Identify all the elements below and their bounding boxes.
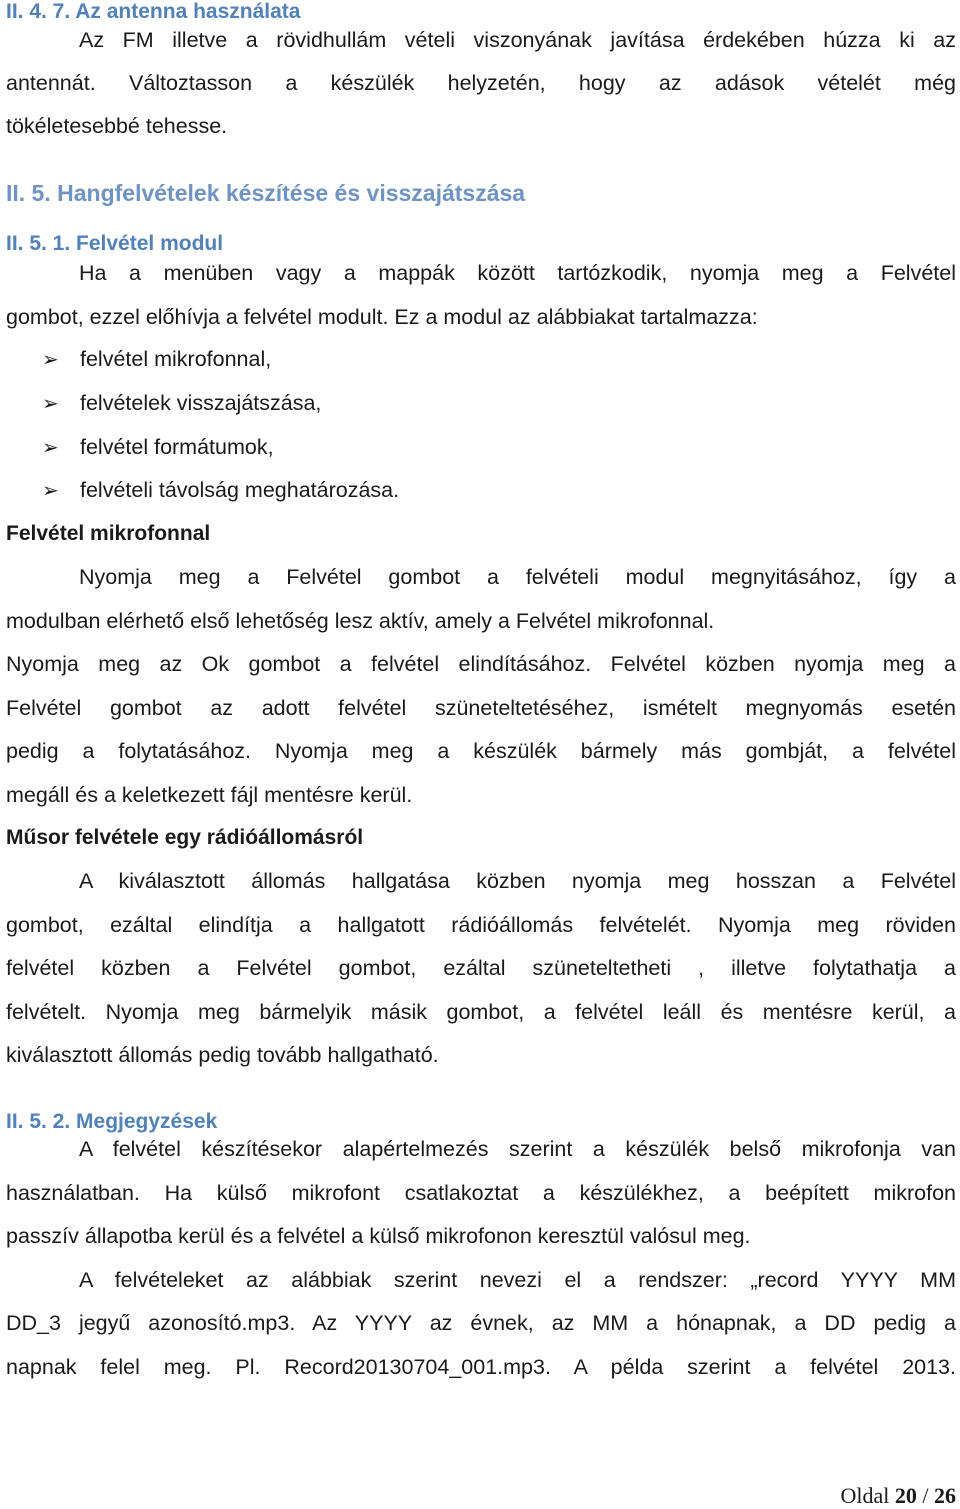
mic-paragraph-line: Nyomja meg az Ok gombot a felvétel elindításához. Felvétel közben nyomja meg a [6, 652, 956, 676]
list-item [42, 347, 271, 372]
page-footer [840, 1483, 956, 1509]
mic-paragraph-line: megáll és a keletkezett fájl mentésre kerül. [6, 783, 413, 807]
antenna-heading: II. 4. 7. Az antenna használata [6, 0, 301, 23]
list-item [42, 391, 321, 416]
mic-paragraph-line: Nyomja meg a Felvétel gombot a felvételi modul megnyitásához, így a [79, 565, 956, 589]
list-item-text: felvétel mikrofonnal, [80, 347, 272, 371]
list-item [42, 435, 274, 460]
antenna-paragraph-line: Az FM illetve a rövidhullám vételi viszonyának javítása érdekében húzza ki az [79, 28, 956, 52]
mic-paragraph-line: modulban elérhető első lehetőség lesz aktív, amely a Felvétel mikrofonnal. [6, 609, 715, 633]
module-paragraph-line: Ha a menüben vagy a mappák között tartózkodik, nyomja meg a Felvétel [79, 261, 956, 285]
module-heading: II. 5. 1. Felvétel modul [6, 232, 224, 255]
list-item-text: felvételi távolság meghatározása. [80, 478, 400, 502]
arrowhead-bullet-icon: ➢ [42, 349, 59, 371]
radio-paragraph-line: gombot, ezáltal elindítja a hallgatott rádióállomás felvételét. Nyomja meg röviden [6, 913, 956, 937]
mic-heading: Felvétel mikrofonnal [6, 522, 211, 545]
antenna-paragraph-line: tökéletesebbé tehesse. [6, 114, 228, 138]
radio-paragraph-line: A kiválasztott állomás hallgatása közben nyomja meg hosszan a Felvétel [79, 869, 956, 893]
radio-paragraph-line: felvétel közben a Felvétel gombot, ezáltal szüneteltetheti , illetve folytathatja a [6, 956, 956, 980]
radio-paragraph-line: felvételt. Nyomja meg bármelyik másik gombot, a felvétel leáll és mentésre kerül, a [6, 1000, 956, 1024]
mic-paragraph-line: Felvétel gombot az adott felvétel szüneteltetéséhez, ismételt megnyomás esetén [6, 696, 956, 720]
radio-paragraph-line: kiválasztott állomás pedig tovább hallgatható. [6, 1043, 439, 1067]
notes-heading: II. 5. 2. Megjegyzések [6, 1110, 218, 1133]
page-label: Oldal [840, 1483, 890, 1508]
total-pages: 26 [934, 1483, 956, 1508]
mic-paragraph-line: pedig a folytatásához. Nyomja meg a készülék bármely más gombját, a felvétel [6, 739, 956, 763]
antenna-paragraph-line: antennát. Változtasson a készülék helyzetén, hogy az adások vételét még [6, 71, 956, 95]
notes-paragraph-line: A felvételeket az alábbiak szerint nevezi el a rendszer: „record YYYY MM [79, 1268, 956, 1292]
arrowhead-bullet-icon: ➢ [42, 437, 59, 459]
arrowhead-bullet-icon: ➢ [42, 393, 59, 415]
recording-section-heading: II. 5. Hangfelvételek készítése és visszajátszása [6, 180, 526, 206]
page-separator: / [922, 1483, 929, 1508]
notes-paragraph-line: DD_3 jegyű azonosító.mp3. Az YYYY az évnek, az MM a hónapnak, a DD pedig a [6, 1311, 956, 1335]
notes-paragraph-line: napnak felel meg. Pl. Record20130704_001.mp3. A példa szerint a felvétel 2013. [6, 1355, 956, 1379]
list-item-text: felvétel formátumok, [80, 435, 274, 459]
current-page-number: 20 [894, 1483, 917, 1508]
notes-paragraph-line: A felvétel készítésekor alapértelmezés szerint a készülék belső mikrofonja van [79, 1137, 956, 1161]
module-paragraph-line: gombot, ezzel előhívja a felvétel modult. Ez a modul az alábbiakat tartalmazza: [6, 305, 758, 329]
notes-paragraph-line: passzív állapotba kerül és a felvétel a külső mikrofonon keresztül valósul meg. [6, 1224, 751, 1248]
list-item-text: felvételek visszajátszása, [80, 391, 322, 415]
list-item [42, 478, 399, 503]
notes-paragraph-line: használatban. Ha külső mikrofont csatlakoztat a készülékhez, a beépített mikrofon [6, 1181, 956, 1205]
arrowhead-bullet-icon: ➢ [42, 480, 59, 502]
radio-heading: Műsor felvétele egy rádióállomásról [6, 826, 364, 849]
